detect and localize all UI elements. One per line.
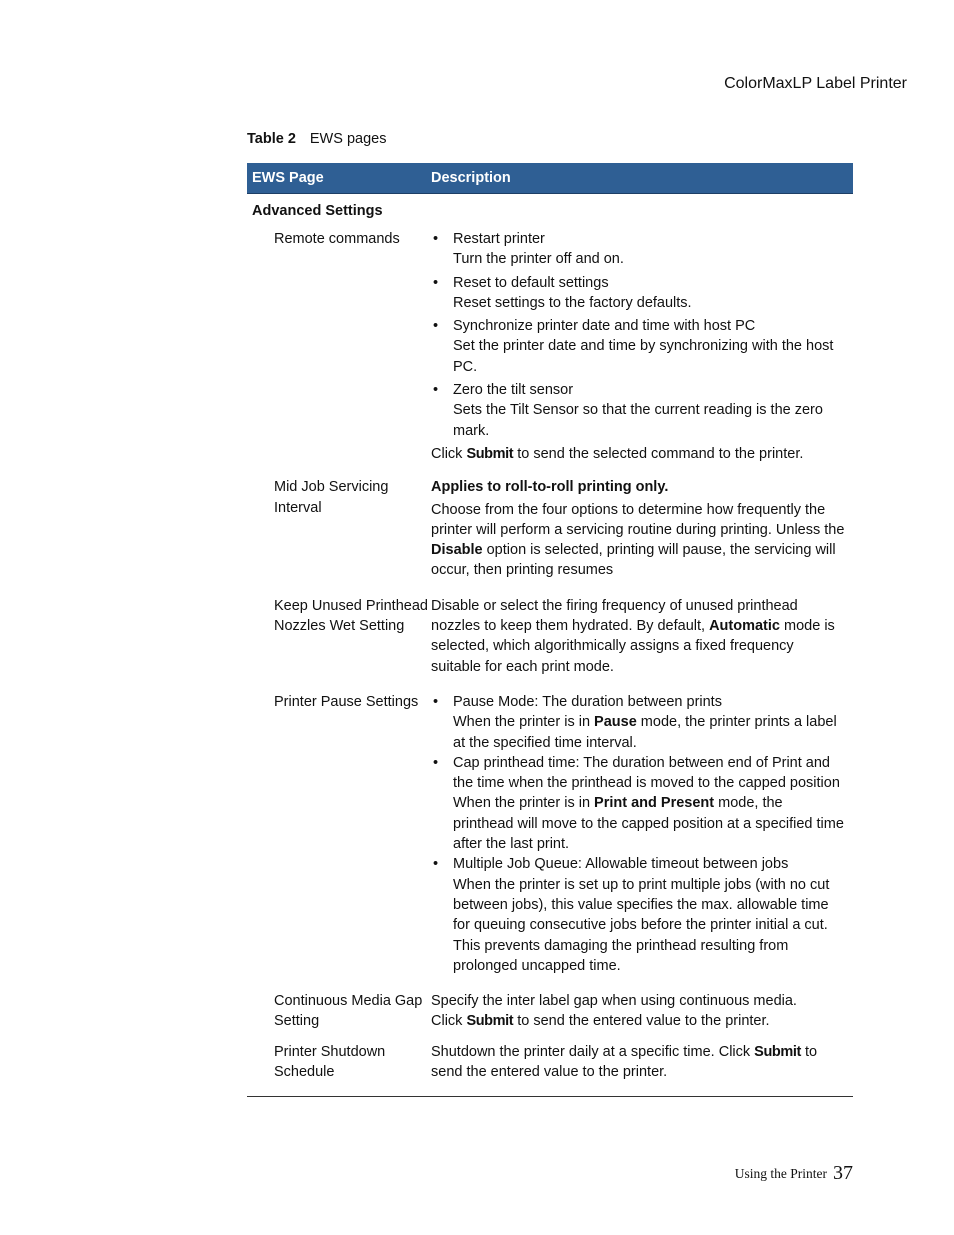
- row-description: [431, 991, 853, 1032]
- table-bottom-rule: [247, 1096, 853, 1097]
- submit-instruction: [431, 1011, 847, 1031]
- list-item: [431, 753, 847, 854]
- emphasis: Disable: [431, 542, 483, 559]
- item-title: • Synchronize printer date and time with host PC: [453, 318, 756, 335]
- page-number: 37: [833, 1162, 853, 1184]
- table-caption: [247, 131, 386, 147]
- item-title: • Cap printhead time: The duration between end of Print and the time when the printhead is moved to the capped position: [453, 754, 840, 792]
- item-title: • Restart printer: [453, 231, 545, 247]
- text: to send the selected command to the printer.: [513, 445, 804, 462]
- paragraph: [431, 500, 847, 581]
- item-title: • Zero the tilt sensor: [453, 382, 574, 399]
- list-item: [431, 854, 847, 976]
- item-title: • Reset to default settings: [453, 274, 609, 291]
- note: Applies to roll-to-roll printing only.: [431, 479, 669, 496]
- submit-instruction: [431, 444, 847, 464]
- emphasis: Pause: [594, 714, 637, 731]
- row-description: [431, 229, 853, 464]
- row-description: [431, 596, 853, 677]
- column-header-description: Description: [431, 169, 511, 186]
- table-row: [247, 586, 853, 682]
- list-item: [431, 692, 847, 753]
- row-name: Continuous Media Gap Setting: [274, 993, 423, 1030]
- row-name: Remote commands: [274, 231, 400, 247]
- table-row: [247, 225, 853, 469]
- text: When the printer is in: [453, 714, 595, 731]
- running-header: ColorMaxLP Label Printer: [724, 75, 907, 92]
- footer-section-title: Using the Printer: [734, 1165, 827, 1181]
- table-row: [247, 469, 853, 585]
- text: Disable or select the firing frequency of unused printhead nozzles to keep them hydrated. By default,: [431, 597, 798, 635]
- row-description: [431, 692, 853, 976]
- paragraph: Specify the inter label gap when using continuous media.: [431, 993, 797, 1010]
- text: mode, the printer prints a label at the specified time interval.: [453, 714, 837, 751]
- row-description: [431, 477, 853, 580]
- row-name: Mid Job Servicing Interval: [274, 479, 389, 516]
- submit-keyword: Submit: [466, 445, 514, 462]
- table-header-row: [247, 163, 853, 194]
- item-desc: Turn the printer off and on.: [453, 251, 624, 268]
- list-item: [431, 229, 847, 270]
- item-title: • Multiple Job Queue: Allowable timeout between jobs: [453, 856, 789, 873]
- text: mode, the printhead will move to the capped position at a specified time after the last print.: [453, 795, 844, 853]
- text: mode is selected, which algorithmically assigns a fixed frequency suitable for each print mode.: [431, 618, 835, 675]
- submit-keyword: Submit: [466, 1013, 514, 1030]
- text: Click: [431, 445, 467, 462]
- text: Shutdown the printer daily at a specific time. Click: [431, 1043, 755, 1060]
- item-title: • Pause Mode: The duration between prints: [453, 693, 722, 710]
- item-desc: Reset settings to the factory defaults.: [453, 294, 692, 311]
- item-desc: [453, 793, 847, 854]
- row-name: Printer Pause Settings: [274, 693, 419, 710]
- paragraph: [431, 1042, 847, 1083]
- paragraph: [431, 596, 847, 677]
- table-number: Table 2: [247, 131, 296, 147]
- ews-pages-table: [247, 163, 853, 1087]
- item-desc: [453, 712, 847, 753]
- column-header-ews-page: EWS Page: [252, 169, 324, 186]
- emphasis: Automatic: [709, 618, 780, 635]
- table-row: [247, 1037, 853, 1088]
- row-description: [431, 1042, 853, 1083]
- row-name: Keep Unused Printhead Nozzles Wet Setting: [274, 597, 428, 635]
- page-footer: [735, 1162, 853, 1185]
- text: option is selected, printing will pause, the servicing will occur, then printing resumes: [431, 542, 836, 579]
- item-desc: Set the printer date and time by synchronizing with the host PC.: [453, 338, 834, 375]
- item-desc: When the printer is set up to print multiple jobs (with no cut between jobs), this value specifies the max. allowable time for queuing consecutive jobs before the printer initial a cut. This prevents damaging the printhead resulting from prolonged uncapped time.: [453, 876, 830, 974]
- list-item: [431, 316, 847, 377]
- text: Click: [431, 1013, 467, 1030]
- text: When the printer is in: [453, 795, 595, 812]
- section-heading: Advanced Settings: [252, 203, 383, 219]
- emphasis: Print and Present: [594, 795, 715, 812]
- text: Choose from the four options to determine how frequently the printer will perform a servicing routine during printing. Unless the: [431, 501, 845, 538]
- list-item: [431, 380, 847, 441]
- table-row: [247, 981, 853, 1037]
- text: to send the entered value to the printer.: [431, 1043, 818, 1080]
- table-title: EWS pages: [309, 131, 387, 147]
- submit-keyword: Submit: [754, 1043, 801, 1060]
- text: to send the entered value to the printer.: [513, 1013, 770, 1030]
- table-row: [247, 682, 853, 981]
- item-desc: Sets the Tilt Sensor so that the current reading is the zero mark.: [453, 402, 823, 439]
- row-name: Printer Shutdown Schedule: [274, 1043, 386, 1080]
- list-item: [431, 273, 847, 314]
